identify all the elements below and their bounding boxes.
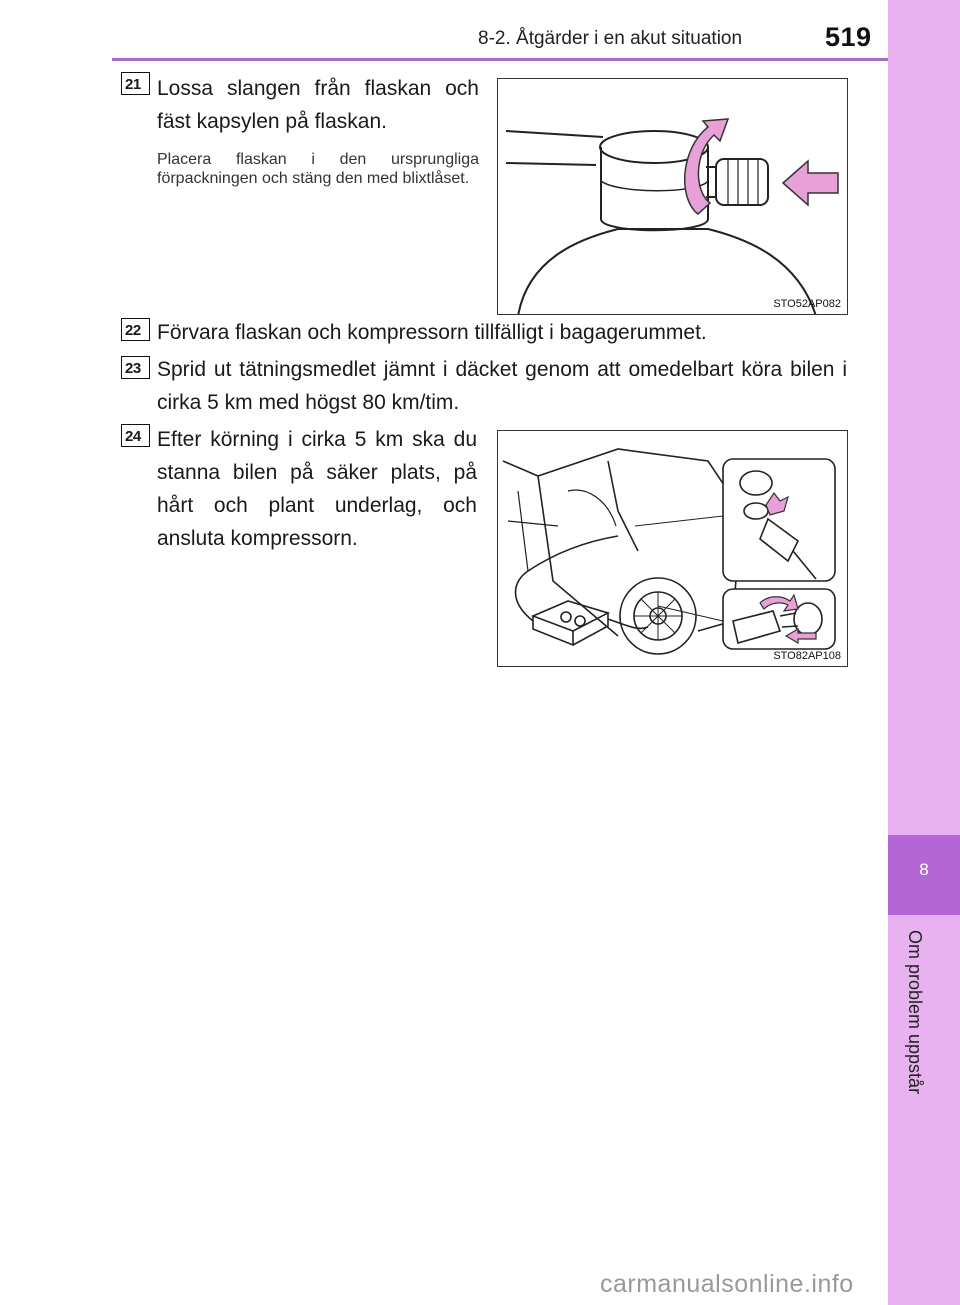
- step-21-text: Lossa slangen från flaskan och fäst kapsylen på flaskan.: [157, 77, 479, 133]
- chapter-label: Om problem uppstår: [905, 930, 925, 1095]
- watermark: carmanualsonline.info: [600, 1270, 854, 1298]
- header-divider: [112, 58, 888, 61]
- push-arrow-icon: [783, 161, 838, 205]
- step-number-24: 24: [121, 424, 150, 447]
- step-number-23: 23: [121, 356, 150, 379]
- section-title: 8-2. Åtgärder i en akut situation: [478, 28, 743, 49]
- page-number: 519: [825, 22, 872, 52]
- car-compressor-illustration: [498, 431, 848, 667]
- step-22-text: Förvara flaskan och kompressorn tillfälligt i bagagerummet.: [157, 321, 707, 344]
- bottle-cap-illustration: [498, 79, 848, 315]
- figure-bottle-cap: [497, 78, 848, 315]
- figure-code: STO82AP108: [773, 650, 841, 662]
- step-21-note: Placera flaskan i den ursprungliga förpackningen och stäng den med blixtlåset.: [157, 151, 479, 187]
- step-23-text: Sprid ut tätningsmedlet jämnt i däcket genom att omedelbart köra bilen i cirka 5 km med högst 80 km/tim.: [157, 358, 847, 414]
- figure-code: STO52AP082: [773, 298, 841, 310]
- step-number-22: 22: [121, 318, 150, 341]
- figure-compressor-connection: [497, 430, 848, 667]
- chapter-tab-strip: [888, 0, 960, 1305]
- chapter-number: 8: [919, 860, 929, 879]
- step-24-text: Efter körning i cirka 5 km ska du stanna bilen på säker plats, på hårt och plant underlag, och ansluta kompressorn.: [157, 428, 477, 550]
- step-number-21: 21: [121, 72, 150, 95]
